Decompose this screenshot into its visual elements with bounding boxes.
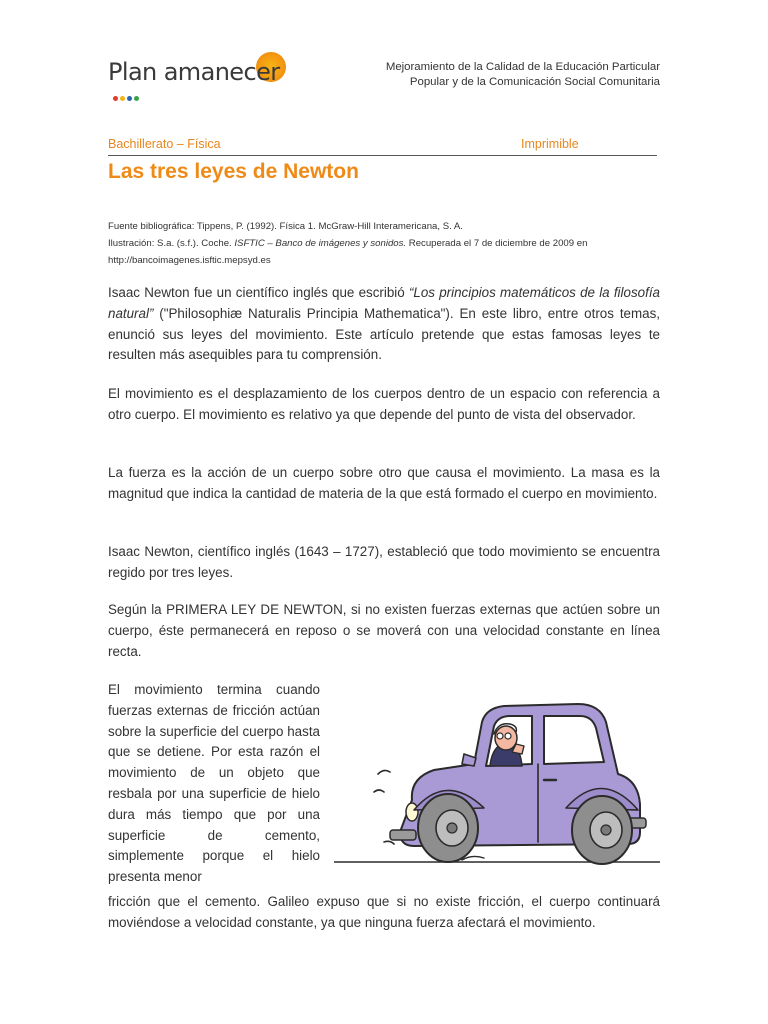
- p3-text-c: es la magnitud que indica la cantidad de materia de la que está formado el cuerpo en movimiento.: [108, 465, 661, 501]
- logo-text-bold: amanecer: [163, 58, 280, 86]
- references: [108, 218, 668, 269]
- car-drawing: [334, 704, 660, 864]
- source-reference: [108, 218, 668, 235]
- logo-dots: [113, 86, 141, 105]
- logo-dot: [113, 96, 118, 101]
- tagline-line-1: Mejoramiento de la Calidad de la Educación Particular: [385, 61, 660, 73]
- source-text: Tippens, P. (1992). Física 1. McGraw-Hill Interamericana, S. A.: [194, 221, 463, 232]
- term-primera-ley: PRIMERA LEY DE NEWTON: [166, 602, 343, 617]
- front-wheel: [414, 790, 484, 862]
- p1-text-b: ("Philosophiæ Naturalis Principia Mathematica"). En este libro, entre otros temas, enunció sus leyes del movimiento. Este artículo pretende que estas famosas leyes te resulten más asequibles para tu comprensión.: [108, 305, 660, 363]
- paragraph-primera-ley: [108, 600, 660, 662]
- paragraph-tres-leyes: Isaac Newton, científico inglés (1643 – 1727), estableció que todo movimiento se encuentra regido por tres leyes.: [108, 544, 660, 580]
- page-title: Las tres leyes de Newton: [108, 160, 359, 183]
- printable-label: Imprimible: [521, 137, 579, 151]
- p2-text-a: El: [108, 386, 125, 401]
- p3-text-a: La: [108, 465, 129, 480]
- logo-dot: [127, 96, 132, 101]
- p5-text-a: Según la: [108, 602, 167, 617]
- paragraph-intro: [108, 283, 660, 366]
- illustration-text-a: S.a. (s.f.). Coche.: [154, 238, 235, 249]
- p2-text-b: es el desplazamiento de los cuerpos dentro de un espacio con referencia a otro cuerpo. El movimiento es relativo ya que depende del punto de vista del observador.: [108, 386, 660, 422]
- term-masa: masa: [591, 465, 625, 480]
- term-movimiento: movimiento: [125, 386, 194, 401]
- course-label: Bachillerato – Física: [108, 137, 221, 151]
- header-tagline: [386, 60, 660, 90]
- plan-amanecer-logo: [108, 52, 298, 98]
- p1-text-a: Isaac Newton fue un científico inglés que escribió: [108, 285, 409, 300]
- p1-italic: “Los principios matemáticos de la filosofía natural”: [108, 285, 660, 321]
- subheader: [108, 137, 657, 156]
- logo-dot: [134, 96, 139, 101]
- p3-text-b: es la acción de un cuerpo sobre otro que causa el movimiento. La: [165, 465, 592, 480]
- logo-dot: [120, 96, 125, 101]
- paragraph-movimiento: [108, 384, 660, 426]
- logo-text: [108, 58, 280, 86]
- car-illustration: [334, 682, 660, 872]
- illustration-label: Ilustración:: [108, 238, 155, 249]
- illustration-italic: ISFTIC – Banco de imágenes y sonidos.: [234, 238, 407, 249]
- logo-text-light: Plan: [108, 58, 164, 86]
- rear-wheel: [566, 788, 638, 864]
- term-fuerza: fuerza: [128, 465, 166, 480]
- illustration-reference: [108, 235, 668, 269]
- paragraph-friccion-continued: fricción que el cemento. Galileo expuso que si no existe fricción, el cuerpo continuará moviéndose a velocidad constante, ya que ninguna fuerza afectará el movimiento.: [108, 894, 660, 930]
- paragraph-fuerza-masa: [108, 463, 660, 505]
- illustration-url: http://bancoimagenes.isftic.mepsyd.es: [108, 255, 271, 266]
- source-label: Fuente bibliográfica:: [108, 221, 195, 232]
- p5-text-b: , si no existen fuerzas externas que actúen sobre un cuerpo, éste permanecerá en reposo o se moverá con una velocidad constante en línea recta.: [108, 602, 660, 659]
- illustration-text-b: Recuperada el 7 de diciembre de 2009 en: [406, 238, 588, 249]
- paragraph-friccion: El movimiento termina cuando fuerzas externas de fricción actúan sobre la superficie del cuerpo hasta que se detiene. Por esta razón el movimiento de un objeto que resbala por una superficie de hielo dura más tiempo que por una superficie de cemento, simplemente porque el hielo presenta menor: [108, 682, 320, 885]
- tagline-line-2: Popular y de la Comunicación Social Comunitaria: [409, 76, 660, 88]
